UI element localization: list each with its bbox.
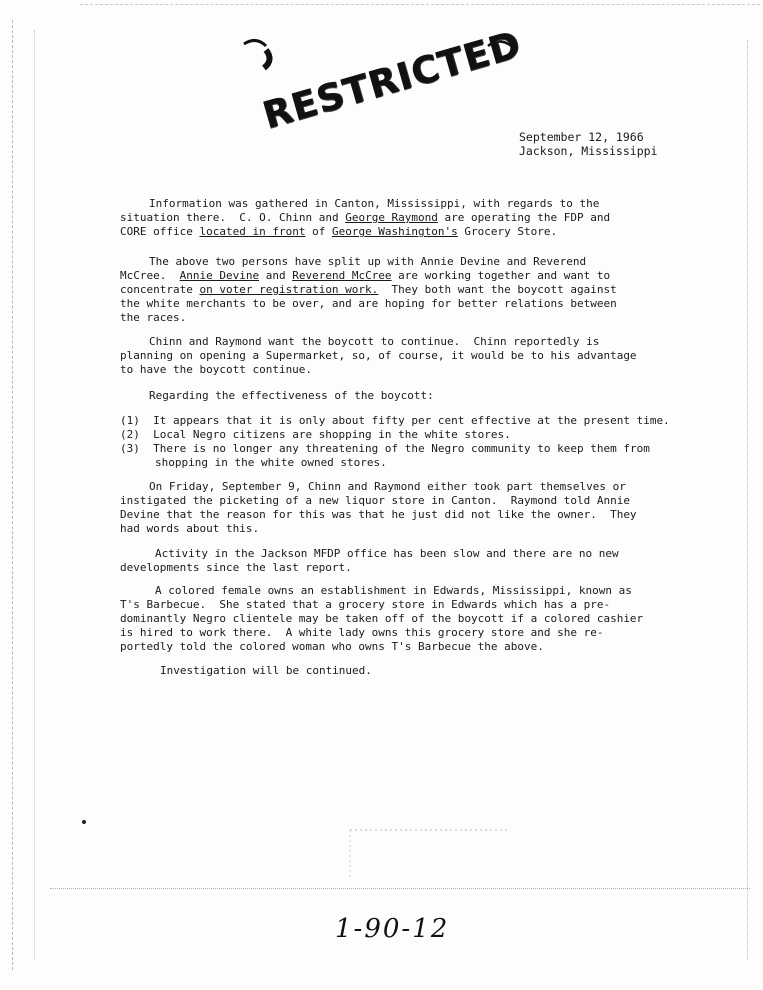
scan-edge-right [747, 40, 749, 960]
p2-line4: the white merchants to be over, and are hoping for better relations between [120, 297, 617, 310]
p2-line3 [120, 283, 617, 298]
p2-line1: The above two persons have split up with Annie Devine and Reverend [149, 255, 587, 268]
p1-text: of [305, 225, 332, 238]
p3-line2: planning on opening a Supermarket, so, of course, it would be to his advantage [120, 349, 637, 362]
p7-line4: is hired to work there. A white lady owns this grocery store and she re- [120, 626, 604, 639]
p1-text: and [312, 211, 346, 224]
p7-line1: A colored female owns an establishment in Edwards, Mississippi, known as [155, 584, 632, 597]
restricted-stamp: RESTRICTED [258, 22, 526, 138]
p1-text: Grocery Store. [457, 225, 558, 238]
list-text: It appears that it is only about fifty per cent effective at the present time. [153, 414, 670, 427]
p1-underlined: located in front [199, 225, 306, 238]
list-item-2 [120, 428, 511, 443]
scan-speck-marks [340, 820, 520, 890]
p6-line2: developments since the last report. [120, 561, 352, 574]
p7-line3: dominantly Negro clientele may be taken off of the boycott if a colored cashier [120, 612, 644, 625]
scan-edge-left-inner [34, 30, 36, 960]
scan-edge-left [12, 20, 14, 970]
p2-line2 [120, 269, 610, 284]
list-item-3-cont: shopping in the white owned stores. [155, 456, 387, 469]
p1-text: CORE office [120, 225, 200, 238]
scan-speck [82, 820, 86, 824]
handwritten-file-number: 1-90-12 [335, 914, 450, 944]
date-line: September 12, 1966 [519, 130, 644, 144]
punch-hole-left [240, 36, 280, 76]
list-item-3 [120, 442, 650, 457]
p2-text: McCree. [120, 269, 180, 282]
list-text: There is no longer any threatening of the Negro community to keep them from [153, 442, 650, 455]
p1-underlined-washington: George Washington's [331, 225, 458, 238]
list-text: Local Negro citizens are shopping in the white stores. [153, 428, 511, 441]
p1-line1: Information was gathered in Canton, Mississippi, with regards to the [149, 197, 600, 210]
p3-line3: to have the boycott continue. [120, 363, 313, 376]
p5-line4: had words about this. [120, 522, 260, 535]
p3-line1: Chinn and Raymond want the boycott to continue. Chinn reportedly is [149, 335, 600, 348]
p4-line1: Regarding the effectiveness of the boycott: [149, 389, 434, 402]
p8-line1: Investigation will be continued. [160, 664, 372, 677]
p1-line2 [120, 211, 610, 226]
p5-line3: Devine that the reason for this was that he just did not like the owner. They [120, 508, 637, 521]
p7-line2: T's Barbecue. She stated that a grocery store in Edwards which has a pre- [120, 598, 611, 611]
p2-name-devine: Annie Devine [179, 269, 260, 282]
p2-name-mccree: Reverend McCree [292, 269, 392, 282]
scan-edge-top [80, 4, 760, 6]
p1-name-chinn: C. O. Chinn [239, 211, 313, 224]
p2-text: They both want the boycott against [378, 283, 617, 296]
date-block [519, 130, 657, 158]
list-number: (1) [120, 414, 140, 427]
list-number: (3) [120, 442, 140, 455]
list-item-1 [120, 414, 670, 429]
p1-line3 [120, 225, 557, 240]
list-number: (2) [120, 428, 140, 441]
place-line: Jackson, Mississippi [519, 144, 658, 158]
p2-underlined: on voter registration work. [199, 283, 379, 296]
p6-line1: Activity in the Jackson MFDP office has been slow and there are no new [155, 547, 619, 560]
p7-line5: portedly told the colored woman who owns T's Barbecue the above. [120, 640, 544, 653]
p2-text: are working together and want to [391, 269, 611, 282]
p5-line2: instigated the picketing of a new liquor store in Canton. Raymond told Annie [120, 494, 630, 507]
p1-text: situation there. [120, 211, 240, 224]
p1-name-raymond: George Raymond [345, 211, 438, 224]
p5-line1: On Friday, September 9, Chinn and Raymond either took part themselves or [149, 480, 626, 493]
p2-line5: the races. [120, 311, 187, 324]
p1-text: are operating the FDP and [437, 211, 611, 224]
p2-text: and [259, 269, 293, 282]
p2-text: concentrate [120, 283, 200, 296]
